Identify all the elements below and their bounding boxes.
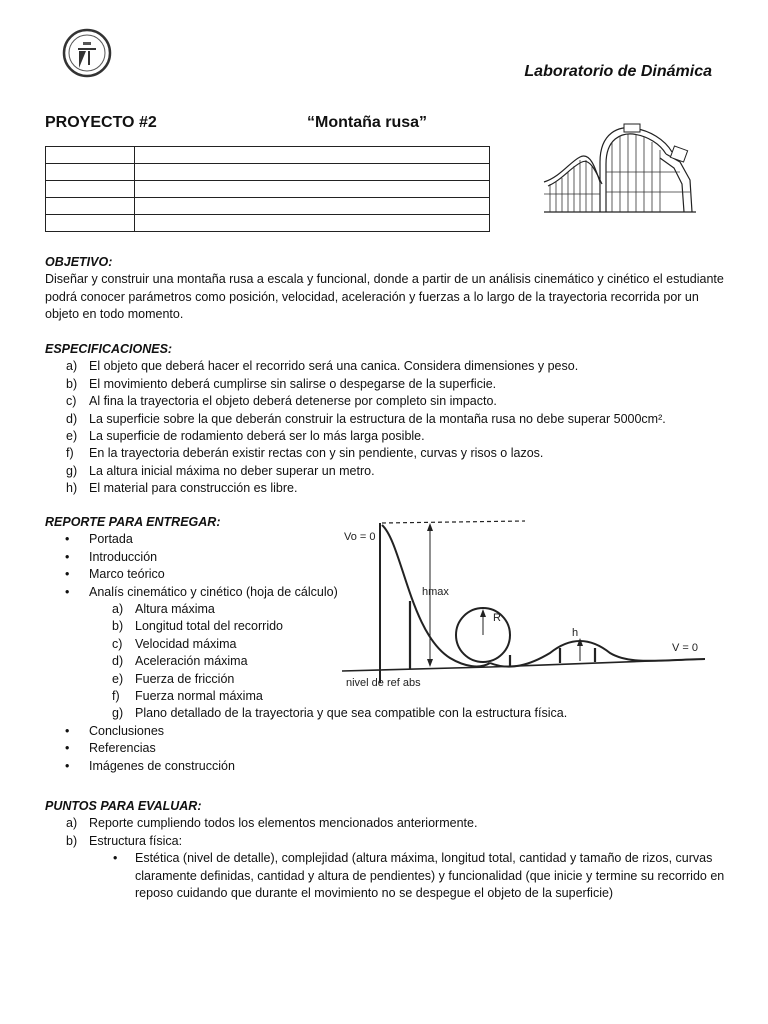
list-item <box>45 723 735 740</box>
list-marker: c) <box>66 394 77 409</box>
lab-title: Laboratorio de Dinámica <box>524 63 712 80</box>
bullet-icon: • <box>65 723 70 738</box>
trajectory-diagram <box>340 513 710 693</box>
h-label: h <box>572 627 579 639</box>
list-text: La superficie sobre la que deberán construir la estructura de la montaña rusa no debe superar 5000cm². <box>89 411 666 426</box>
table-cell[interactable] <box>46 164 135 181</box>
table-row <box>46 181 490 198</box>
project-label: PROYECTO #2 <box>45 114 157 131</box>
list-text: Portada <box>89 532 133 547</box>
bullet-icon: • <box>65 584 70 599</box>
bullet-icon: • <box>65 532 70 547</box>
list-marker: e) <box>66 429 78 444</box>
student-info-table <box>45 146 490 232</box>
list-item <box>45 393 735 410</box>
bullet-icon: • <box>65 758 70 773</box>
table-cell[interactable] <box>46 198 135 215</box>
list-marker: d) <box>112 654 124 669</box>
list-item <box>45 740 735 757</box>
list-text: Analís cinemático y cinético (hoja de cálculo) <box>89 584 338 599</box>
v-end-label: V = 0 <box>672 642 698 654</box>
support-posts <box>410 601 595 669</box>
list-text: El material para construcción es libre. <box>89 481 298 496</box>
list-marker: h) <box>66 481 78 496</box>
reference-level-line <box>342 659 705 671</box>
evaluation-sublist <box>45 850 735 902</box>
university-logo <box>62 28 112 78</box>
list-text: Imágenes de construcción <box>89 758 235 773</box>
table-cell[interactable] <box>135 215 490 232</box>
list-marker: b) <box>112 619 124 634</box>
list-text: Introducción <box>89 549 158 564</box>
report-heading: REPORTE PARA ENTREGAR: <box>45 515 221 529</box>
list-text: Estructura física: <box>89 833 183 848</box>
list-text: Estética (nivel de detalle), complejidad (altura máxima, longitud total, cantidad y tamaño de rizos, curvas claramente definidas, cantidad y altura de pendientes) y funcionalidad (que inicie y termine su recorrido en reposo cuidando que durante el movimiento no se despegue el objeto de la superficie) <box>135 851 725 901</box>
bullet-icon: • <box>65 567 70 582</box>
list-text: Fuerza de fricción <box>135 671 235 686</box>
table-row <box>46 198 490 215</box>
arrow-head-icon <box>480 609 486 617</box>
table-cell[interactable] <box>135 164 490 181</box>
list-item <box>45 850 725 902</box>
list-text: Altura máxima <box>135 602 215 617</box>
list-item <box>45 445 735 462</box>
list-item <box>45 463 735 480</box>
evaluation-section <box>45 798 735 902</box>
list-text: Conclusiones <box>89 723 165 738</box>
report-list-continued <box>45 723 735 775</box>
arrow-head-icon <box>427 523 433 531</box>
evaluation-heading: PUNTOS PARA EVALUAR: <box>45 799 202 813</box>
list-item <box>45 411 735 428</box>
objective-section <box>45 254 730 324</box>
v0-label: Vo = 0 <box>344 531 376 543</box>
list-item <box>45 428 735 445</box>
table-cell[interactable] <box>135 147 490 164</box>
list-marker: a) <box>112 602 124 617</box>
list-marker: a) <box>66 816 78 831</box>
list-marker: f) <box>112 689 120 704</box>
list-item <box>45 758 735 775</box>
list-marker: b) <box>66 833 78 848</box>
list-text: El movimiento deberá cumplirse sin salirse o despegarse de la superficie. <box>89 376 497 391</box>
list-marker: b) <box>66 376 78 391</box>
hmax-label: hmax <box>422 586 449 598</box>
list-text: Reporte cumpliendo todos los elementos mencionados anteriormente. <box>89 816 478 831</box>
table-row <box>46 215 490 232</box>
list-text: Referencias <box>89 741 156 756</box>
list-text: Marco teórico <box>89 567 165 582</box>
list-text: El objeto que deberá hacer el recorrido será una canica. Considera dimensiones y peso. <box>89 359 579 374</box>
specifications-heading: ESPECIFICACIONES: <box>45 342 173 356</box>
list-item <box>45 358 735 375</box>
table-row <box>46 164 490 181</box>
list-marker: e) <box>112 671 124 686</box>
list-item <box>45 833 735 850</box>
table-cell[interactable] <box>46 181 135 198</box>
list-text: Velocidad máxima <box>135 636 237 651</box>
list-text: En la trayectoria deberán existir rectas con y sin pendiente, curvas y risos o lazos. <box>89 446 544 461</box>
table-cell[interactable] <box>46 215 135 232</box>
table-cell[interactable] <box>46 147 135 164</box>
list-marker: a) <box>66 359 78 374</box>
list-text: Aceleración máxima <box>135 654 248 669</box>
specifications-section <box>45 341 735 498</box>
list-text: Longitud total del recorrido <box>135 619 284 634</box>
table-row <box>46 147 490 164</box>
table-cell[interactable] <box>135 198 490 215</box>
list-marker: d) <box>66 411 78 426</box>
list-text: Fuerza normal máxima <box>135 689 263 704</box>
project-title: “Montaña rusa” <box>307 114 428 131</box>
list-text: Al fina la trayectoria el objeto deberá detenerse por completo sin impacto. <box>89 394 497 409</box>
bullet-icon: • <box>113 851 118 866</box>
list-item <box>45 376 735 393</box>
list-marker: c) <box>112 636 123 651</box>
list-marker: g) <box>66 463 78 478</box>
arrow-head-icon <box>427 659 433 667</box>
list-text: La superficie de rodamiento deberá ser lo más larga posible. <box>89 429 425 444</box>
list-item <box>45 480 735 497</box>
list-marker: f) <box>66 446 74 461</box>
table-cell[interactable] <box>135 181 490 198</box>
specifications-list <box>45 358 735 497</box>
list-marker: g) <box>112 706 124 721</box>
bullet-icon: • <box>65 549 70 564</box>
bullet-icon: • <box>65 741 70 756</box>
list-item <box>45 705 735 722</box>
roller-coaster-illustration <box>540 122 700 214</box>
evaluation-list <box>45 815 735 850</box>
max-height-dashed-line <box>382 521 525 523</box>
objective-text: Diseñar y construir una montaña rusa a escala y funcional, donde a partir de un análisis cinemático y cinético el estudiante podrá conocer parámetros como posición, velocidad, aceleración y fuerzas a lo largo de la trayectoria recorrida por un objeto en todo momento. <box>45 272 724 322</box>
list-text: La altura inicial máxima no deber superar un metro. <box>89 463 375 478</box>
list-text: Plano detallado de la trayectoria y que sea compatible con la estructura física. <box>135 706 568 721</box>
list-item <box>45 815 735 832</box>
radius-label: R <box>493 612 501 624</box>
objective-heading: OBJETIVO: <box>45 255 113 269</box>
reference-level-label: nivel de ref abs <box>346 677 421 689</box>
